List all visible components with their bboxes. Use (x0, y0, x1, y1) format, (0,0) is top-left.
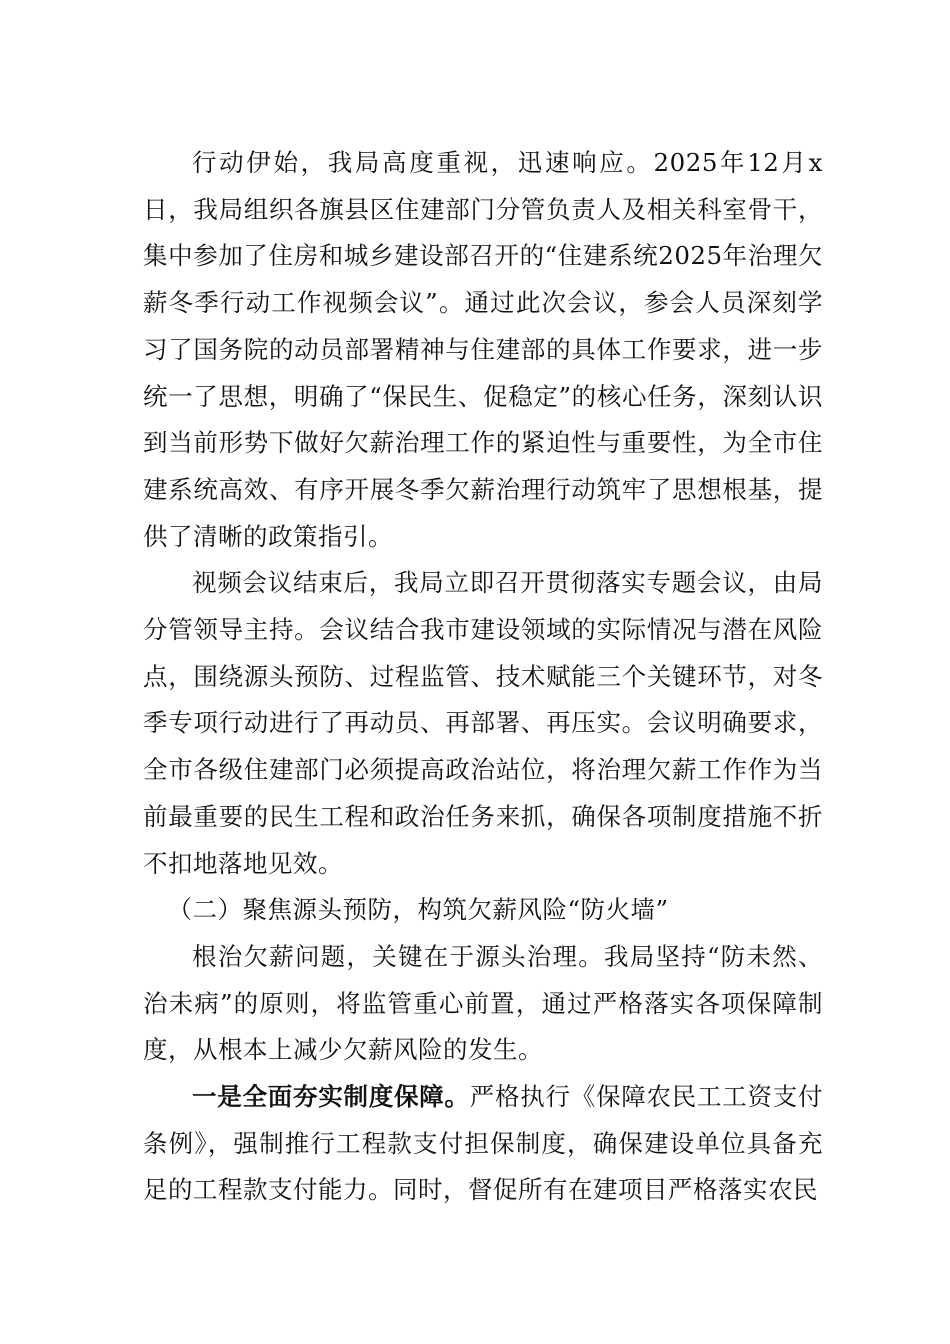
paragraph-body-text: 严格执行《保障农民工工资支付条例》，强制推行工程款支付担保制度，确保建设单位具备充足的工程款支付能力。同时，督促所有在建项目严格落实农民 (143, 1082, 823, 1205)
paragraph-follow-up-meeting: 视频会议结束后，我局立即召开贯彻落实专题会议，由局分管领导主持。会议结合我市建设领域的实际情况与潜在风险点，围绕源头预防、过程监管、技术赋能三个关键环节，对冬季专项行动进行了再动员、再部署、再压实。会议明确要求，全市各级住建部门必须提高政治站位，将治理欠薪工作作为当前最重要的民生工程和政治任务来抓，确保各项制度措施不折不扣地落地见效。 (143, 568, 823, 878)
paragraph-source-governance: 根治欠薪问题，关键在于源头治理。我局坚持“防未然、治未病”的原则，将监管重心前置，通过严格落实各项保障制度，从根本上减少欠薪风险的发生。 (143, 941, 823, 1065)
paragraph-meeting-response: 行动伊始，我局高度重视，迅速响应。2025年12月x日，我局组织各旗县区住建部门分管负责人及相关科室骨干，集中参加了住房和城乡建设部召开的“住建系统2025年治理欠薪冬季行动工作视频会议”。通过此次会议，参会人员深刻学习了国务院的动员部署精神与住建部的具体工作要求，进一步统一了思想，明确了“保民生、促稳定”的核心任务，深刻认识到当前形势下做好欠薪治理工作的紧迫性与重要性，为全市住建系统高效、有序开展冬季欠薪治理行动筑牢了思想根基，提供了清晰的政策指引。 (143, 148, 823, 551)
document-body (143, 140, 823, 1214)
section-heading-source-prevention: （二）聚焦源头预防，构筑欠薪风险“防火墙” (167, 895, 669, 925)
paragraph-system-guarantee (143, 1074, 823, 1214)
paragraph-lead-text: 一是全面夯实制度保障。 (192, 1082, 470, 1112)
